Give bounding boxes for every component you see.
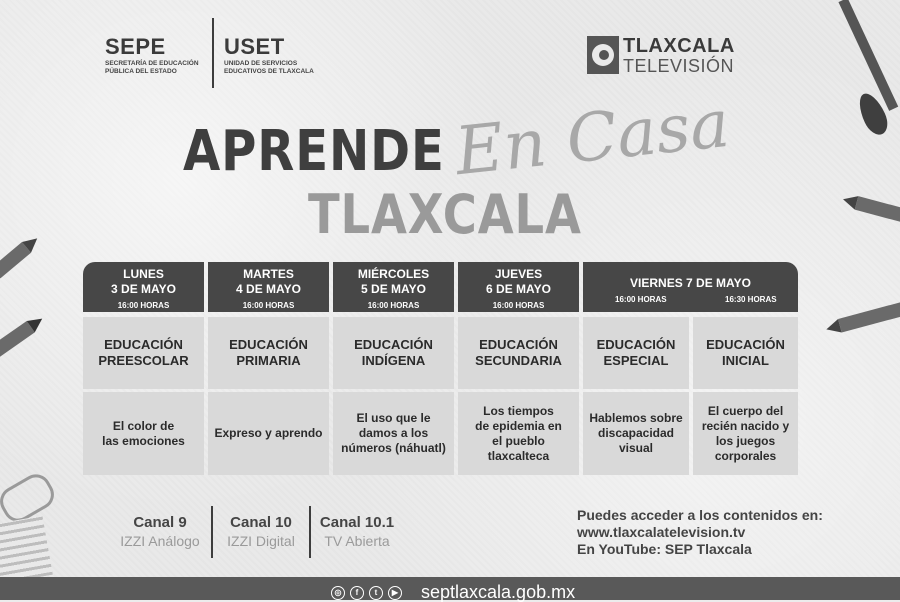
level-cell (333, 317, 454, 389)
access-info (577, 507, 823, 558)
day-name: LUNES (123, 267, 164, 281)
day-time: 16:00 HORAS (242, 301, 295, 310)
uset-line1: UNIDAD DE SERVICIOS (224, 60, 298, 67)
topic-line: visual (618, 441, 654, 455)
day-name: MIÉRCOLES (357, 267, 430, 281)
channel-sub: IZZI Digital (227, 533, 295, 549)
footer-url[interactable]: septlaxcala.gob.mx (421, 582, 576, 602)
tlaxcala-tv-line1: TLAXCALA (623, 35, 735, 57)
channel-name: Canal 10.1 (319, 514, 395, 531)
level-cell (583, 317, 689, 389)
topic-line: tlaxcalteca (487, 448, 550, 463)
youtube-icon[interactable]: ▶ (388, 586, 402, 600)
level-line: INDÍGENA (361, 353, 426, 368)
topic-cell (83, 392, 204, 475)
topic-line: El uso que le (356, 411, 431, 425)
header-tuesday (208, 262, 329, 312)
facebook-icon[interactable]: f (350, 586, 364, 600)
instagram-icon[interactable]: ◎ (331, 586, 345, 600)
uset-name: USET (224, 34, 285, 59)
friday-time-2: 16:30 HORAS (725, 295, 777, 304)
day-time: 16:00 HORAS (492, 301, 545, 310)
topic-line: corporales (714, 448, 777, 463)
channel-divider (211, 506, 213, 558)
level-line: EDUCACIÓN (596, 337, 676, 352)
topic-line: El cuerpo del (707, 403, 784, 418)
topic-line: números (náhuatl) (341, 441, 446, 455)
level-cell (693, 317, 798, 389)
sepe-name: SEPE (105, 34, 166, 59)
topic-line: Los tiempos (483, 403, 554, 418)
channel-name: Canal 10 (230, 514, 292, 531)
day-name: JUEVES (494, 267, 543, 281)
topic-cell (583, 392, 689, 475)
channel-10 (222, 514, 300, 550)
channel-name: Canal 9 (133, 514, 187, 531)
channel-sub: IZZI Análogo (120, 533, 200, 549)
twitter-icon[interactable]: t (369, 586, 383, 600)
topic-cell (333, 392, 454, 475)
day-time: 16:00 HORAS (117, 301, 170, 310)
day-name: MARTES (243, 267, 294, 281)
day-date: 4 DE MAYO (236, 282, 301, 296)
topic-line: Expreso y aprendo (214, 426, 323, 440)
topic-cell (458, 392, 579, 475)
header-wednesday (333, 262, 454, 312)
topic-line: de epidemia en (475, 418, 562, 433)
tlaxcala-television-logo (587, 36, 737, 76)
channel-10-1 (318, 514, 396, 550)
day-time: 16:00 HORAS (367, 301, 420, 310)
access-line-1: Puedes acceder a los contenidos en: (577, 507, 823, 523)
topic-cell (208, 392, 329, 475)
level-line: EDUCACIÓN (479, 337, 558, 352)
channel-9 (118, 514, 202, 550)
header-thursday (458, 262, 579, 312)
level-line: PREESCOLAR (98, 353, 189, 368)
topic-line: discapacidad (597, 426, 675, 440)
eye-icon (587, 36, 619, 74)
sepe-line2: PÚBLICA DEL ESTADO (105, 68, 177, 75)
sepe-line1: SECRETARÍA DE EDUCACIÓN (105, 60, 199, 67)
topic-line: recién nacido y (701, 418, 790, 433)
level-line: EDUCACIÓN (706, 337, 785, 352)
access-youtube: En YouTube: SEP Tlaxcala (577, 541, 752, 557)
level-line: EDUCACIÓN (104, 337, 183, 352)
uset-line2: EDUCATIVOS DE TLAXCALA (224, 68, 314, 75)
level-cell (458, 317, 579, 389)
topic-line: el pueblo (492, 433, 545, 448)
day-date: 5 DE MAYO (361, 282, 426, 296)
level-line: INICIAL (722, 353, 769, 368)
day-date: 6 DE MAYO (486, 282, 551, 296)
topic-cell (693, 392, 798, 475)
topic-line: El color de (112, 418, 175, 433)
level-cell (83, 317, 204, 389)
header-monday (83, 262, 204, 312)
channel-divider (309, 506, 311, 558)
friday-label: VIERNES 7 DE MAYO (630, 276, 751, 290)
level-line: ESPECIAL (603, 353, 669, 368)
title-en-casa: En Casa (451, 84, 733, 191)
access-website[interactable]: www.tlaxcalatelevision.tv (577, 524, 746, 540)
level-line: EDUCACIÓN (354, 337, 433, 352)
level-line: EDUCACIÓN (229, 337, 308, 352)
day-date: 3 DE MAYO (111, 282, 176, 296)
title-aprende: APRENDE (183, 119, 445, 184)
topic-line: Hablemos sobre (589, 411, 683, 425)
schedule-table (83, 262, 798, 475)
level-line: PRIMARIA (236, 353, 301, 368)
title-tlaxcala: TLAXCALA (308, 183, 582, 246)
level-cell (208, 317, 329, 389)
topic-line: las emociones (102, 433, 185, 448)
logo-divider (212, 18, 214, 88)
sepe-logo (105, 36, 205, 76)
header-friday (583, 262, 798, 312)
channel-sub: TV Abierta (324, 533, 390, 549)
topic-line: los juegos (715, 433, 776, 448)
friday-time-1: 16:00 HORAS (615, 295, 667, 304)
uset-logo (224, 36, 334, 76)
tlaxcala-tv-line2: TELEVISIÓN (623, 56, 735, 76)
topic-line: damos a los (358, 426, 429, 440)
level-line: SECUNDARIA (475, 353, 562, 368)
